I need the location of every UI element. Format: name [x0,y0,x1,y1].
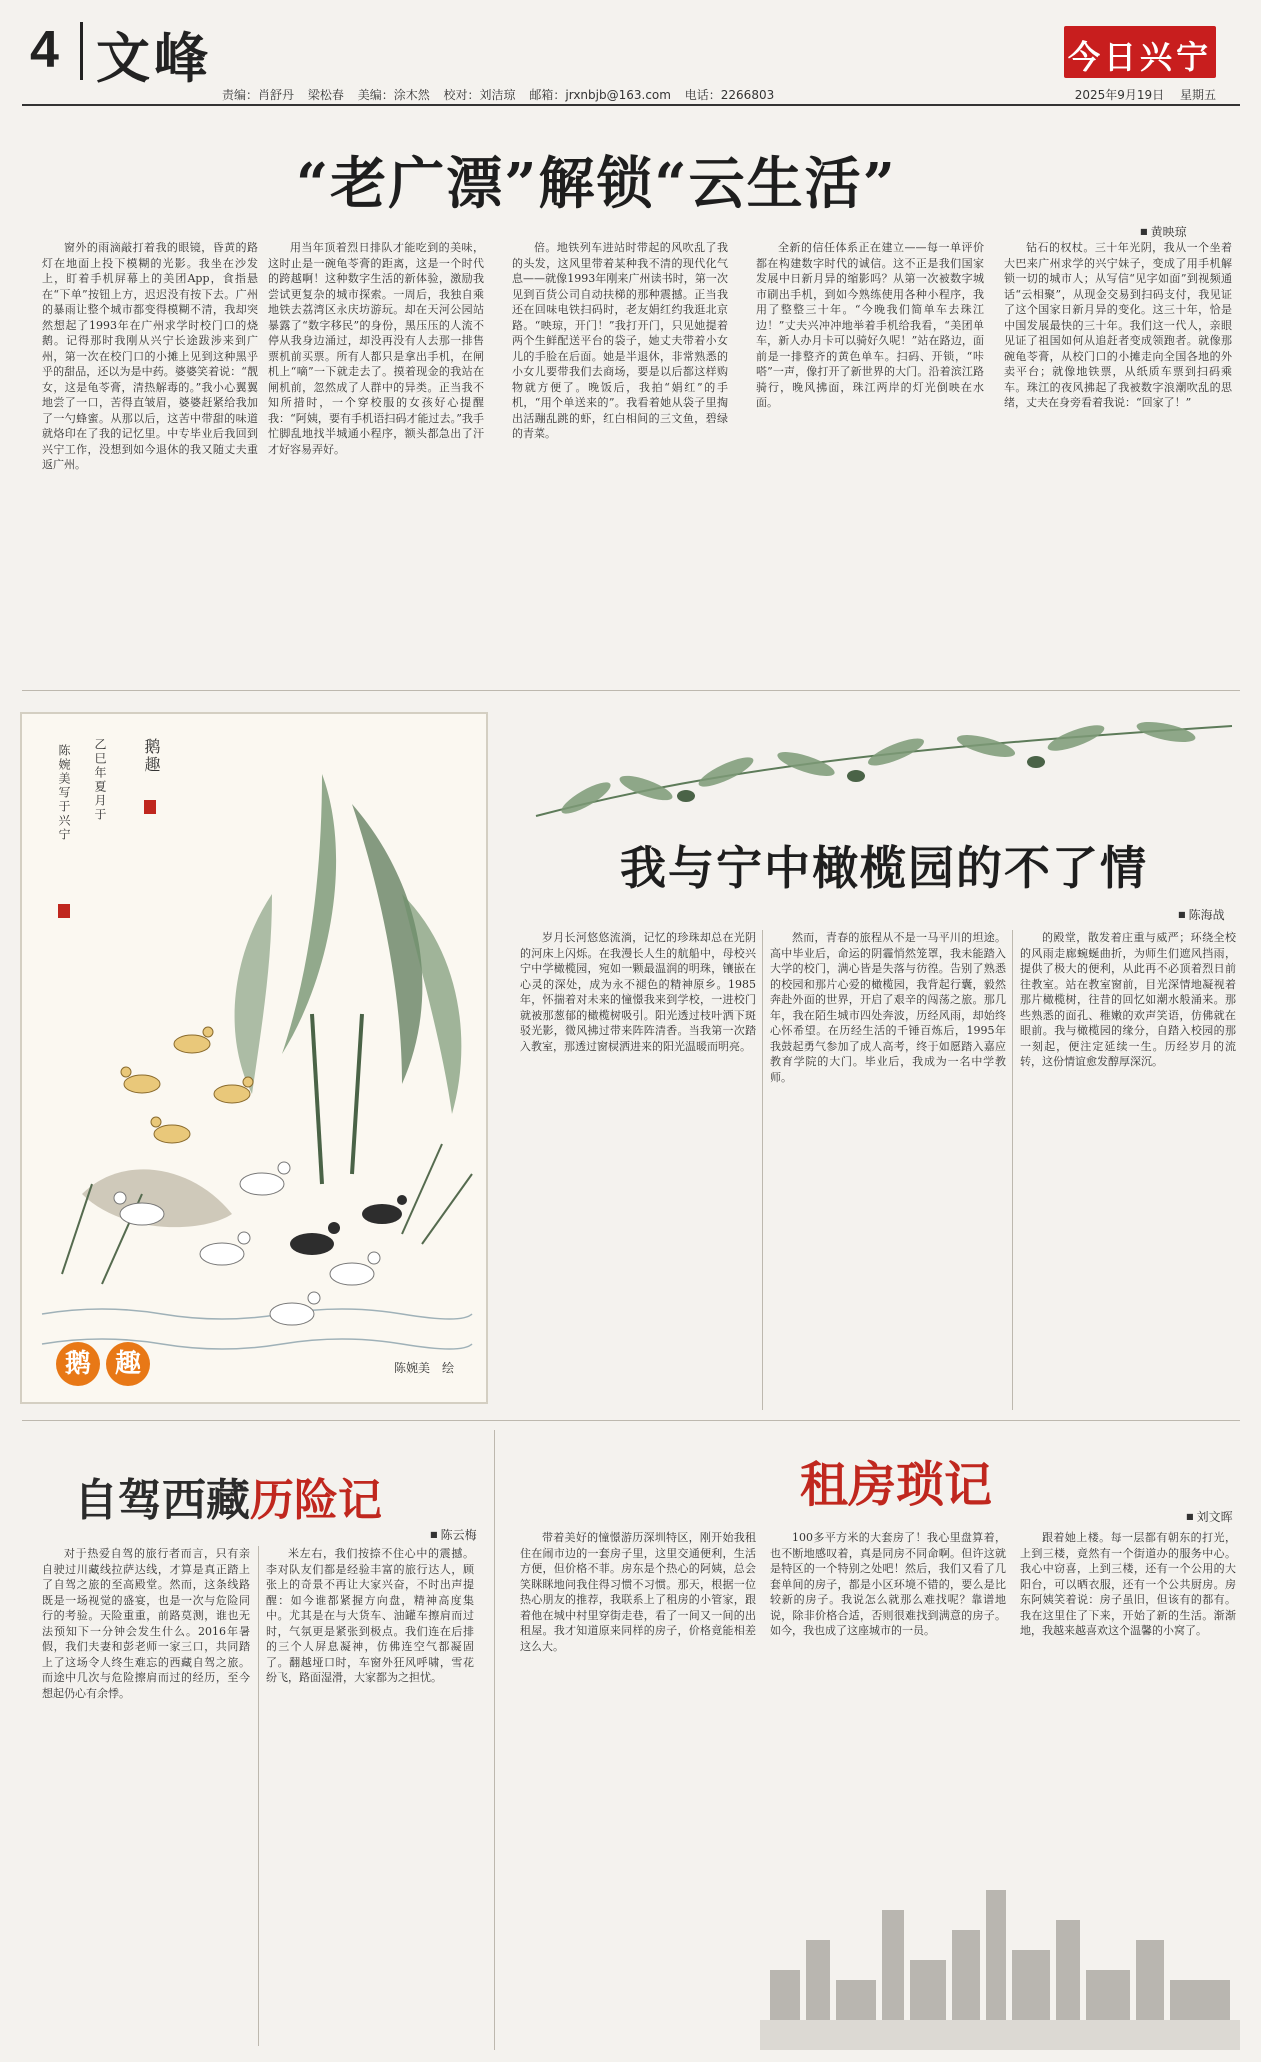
divider-article1 [22,690,1240,691]
page-number-separator [80,22,83,80]
article4-byline: ■ 刘文晖 [1186,1508,1233,1525]
staff-proofreader: 校对：刘洁琼 [443,88,516,102]
painting-signature: 陈婉美写于兴宁 [57,744,71,842]
staff-phone: 电话：2266803 [684,88,775,102]
article2-column-3: 的殿堂，散发着庄重与威严；环绕全校的风雨走廊蜿蜒曲折，为师生们遮风挡雨，提供了极大的便利，从此再不必顶着烈日前往教室。站在教室窗前，目光深情地凝视着那片橄榄树，往昔的回忆如潮水般涌来。那些熟悉的面孔、稚嫩的欢声笑语，仿佛就在眼前。我与橄榄园的缘分，自踏入校园的那一刻起，便注定延续一生。历经岁月的流转，这份情谊愈发醇厚深沉。 [1020,931,1236,1068]
article2-column-divider-1 [762,930,763,1410]
article3-column-divider [258,1546,259,2046]
page-number: 4 [30,21,59,79]
city-skyline-illustration [760,1880,1240,2050]
article1-column-3: 倍。地铁列车进站时带起的风吹乱了我的头发，这风里带着某种我不清的现代化气息——就像1993年刚来广州读书时，第一次见到百货公司自动扶梯的那种震撼。正当我还在回味电铁扫码时，老友娟红约我逛北京路。“映琼，开门！”我打开门，只见她提着两个生鲜配送平台的袋子，她丈夫带着小女儿的手脸在后面。她是半退休，非常熟悉的小女儿要带我们去商场，要是以后都这样购物就方便了。晚饭后，我拍“娟红”的手机，“用个单送来的”。我看着她从袋子里掏出活蹦乱跳的虾，红白相间的三文鱼，碧绿的青菜。 [512,241,728,440]
staff-line [222,86,784,103]
article1-title: “老广漂”解锁“云生活” [296,151,897,217]
olive-branch-decoration [526,706,1242,826]
painting-tag-char-2: 趣 [106,1342,150,1386]
article2-column-1: 岁月长河悠悠流淌，记忆的珍珠却总在光阴的河床上闪烁。在我漫长人生的航船中，母校兴宁中学橄榄园，宛如一颗最温润的明珠，镶嵌在心灵的深处，成为永不褪色的精神原乡。1985年，怀揣着对未来的憧憬我来到学校，一进校门就被那葱郁的橄榄树吸引。阳光透过枝叶洒下斑驳光影，微风拂过带来阵阵清香。当我第一次踏入教室，那透过窗棂洒进来的阳光温暖而明亮。 [520,931,756,1053]
article1-byline: ■ 黄映琼 [1140,223,1187,240]
staff-email[interactable]: 邮箱：jrxnbjb@163.com [529,88,671,102]
newspaper-logo [1064,26,1216,78]
issue-date-line [1063,86,1216,103]
logo-text: 今日兴宁 [1067,38,1212,76]
masthead [22,14,1240,102]
painting-geese [20,712,488,1404]
issue-date: 2025年9月19日 [1074,88,1165,102]
article1-column-4: 全新的信任体系正在建立——每一单评价都在构建数字时代的诚信。这不正是我们国家发展中日新月异的缩影吗？从第一次被数字城市刷出手机，到如今熟练使用各种小程序，我用了整整三十年。“今晚我们简单车去珠江边！”丈夫兴冲冲地举着手机给我看，“美团单车，新人办月卡可以骑好久呢！”站在路边，面前是一排整齐的黄色单车。扫码、开锁，“咔嗒”一声，像打开了新世界的大门。沿着滨江路骑行，晚风拂面，珠江两岸的灯光倒映在水面。 [756,241,984,409]
article1-column-2: 用当年顶着烈日排队才能吃到的美味，这时止是一碗龟苓膏的距离，这是一个时代的跨越啊！这种数字生活的新体验，激励我尝试更复杂的城市探索。一周后，我独自乘地铁去荔湾区永庆坊游玩。却在天河公园站暴露了“数字移民”的身份，黑压压的人流不停从我身边涌过，却没再没有人去那一排售票机前买票。所有人都只是拿出手机，在闸机上“嘀”一下就走去了。摸着现金的我站在闸机前，忽然成了人群中的异类。正当我不知所措时，一个穿校服的女孩好心提醒我：“阿姨，要有手机语扫码才能过去。”我手忙脚乱地找半城通小程序，额头都急出了汗才好容易弄好。 [268,241,484,456]
section-title: 文峰 [96,26,212,90]
article2-title: 我与宁中橄榄园的不了情 [620,841,1148,895]
painting-tag-char-1: 鹅 [56,1342,100,1386]
staff-designer: 美编：涂木然 [357,88,430,102]
article1-column-5: 钻石的权杖。三十年光阴，我从一个坐着大巴来广州求学的兴宁妹子，变成了用手机解锁一切的城市人；从写信“见字如面”到视频通话“云相聚”，从现金交易到扫码支付，我见证了这个国家日新月异的变化。这三十年，恰是中国发展最快的三十年。我们这一代人，亲眼见证了祖国如何从追赶者变成领跑者。就像那碗龟苓膏，从校门口的小摊走向全国各地的外卖平台；就像地铁票，从纸质车票到扫码乘车。珠江的夜风拂起了我被数字浪潮吹乱的思绪，丈夫在身旁看着我说：“回家了！” [1004,241,1232,409]
article3-title-main: 自驾西藏 [74,1475,250,1526]
article1-column-1: 窗外的雨滴敲打着我的眼镜，昏黄的路灯在地面上投下模糊的光影。我坐在沙发上，盯着手机屏幕上的美团App，食指悬在“下单”按钮上方，迟迟没有按下去。广州的暴雨让整个城市都变得模糊不清，我却突然想起了1993年在广州求学时校门口的烧鹅。记得那时我刚从兴宁长途跋涉来到广州，第一次在校门口的小摊上见到这种黑乎乎的甜品，还以为是中药。婆婆笑着说：“靓女，这是龟苓膏，清热解毒的。”我小心翼翼地尝了一口，苦得直皱眉，婆婆赶紧给我加了一勺蜂蜜。从那以后，这苦中带甜的味道就烙印在了我的记忆里。中专毕业后我回到兴宁工作，没想到如今退休的我又随丈夫重返广州。 [42,241,258,471]
article4-column-2: 100多平方米的大套房了！我心里盘算着，也不断地感叹着，真是同房不同命啊。但许这就是特区的一个特别之处吧！然后，我们又看了几套单间的房子，都是小区环境不错的，要么是比较新的房子。我说怎么就那么难找呢？靠谱地说，除非价格合适，否则很难找到满意的房子。如今，我也成了这座城市的一员。 [770,1531,1006,1637]
staff-editor-2: 梁松春 [307,88,344,102]
article2-byline: ■ 陈海战 [1178,906,1225,923]
article4-title: 租房琐记 [800,1457,993,1513]
article3-article4-divider [494,1430,495,2050]
article4-column-1: 带着美好的憧憬游历深圳特区，刚开始我租住在闹市边的一套房子里，这里交通便利，生活方便，但价格不菲。房东是个热心的阿姨，总会笑眯眯地问我住得习惯不习惯。那天，根据一位热心朋友的推荐，我联系上了租房的小管家，跟着他在城中村里穿街走巷，看了一间又一间的出租屋。我才知道原来同样的房子，价格竟能相差这么大。 [520,1531,756,1653]
article3-column-1: 对于热爱自驾的旅行者而言，只有亲自驶过川藏线拉萨达线，才算是真正踏上了自驾之旅的至高殿堂。然而，这条线路既是一场视觉的盛宴，也是一次与危险同行的考验。天险重重，前路莫测，谁也无法预知下一分钟会发生什么。2016年暑假，我们夫妻和彭老师一家三口，共同踏上了这场令人终生难忘的西藏自驾之旅。而途中几次与危险擦肩而过的经历，至今想起仍心有余悸。 [42,1547,250,1700]
issue-weekday: 星期五 [1179,88,1216,102]
article2-column-divider-2 [1012,930,1013,1410]
divider-article2 [22,1420,1240,1421]
staff-editor: 责编：肖舒丹 [222,88,295,102]
article3-title [74,1464,382,1528]
masthead-rule [22,104,1240,106]
article2-column-2: 然而，青春的旅程从不是一马平川的坦途。高中毕业后，命运的阴霾悄然笼罩，我未能踏入大学的校门，满心皆是失落与彷徨。告别了熟悉的校园和那片心爱的橄榄园，我背起行囊，毅然奔赴外面的世界，开启了艰辛的闯荡之旅。那几年，我在陌生城市四处奔波，历经风雨，却始终心怀希望。在历经生活的千锤百炼后，1995年我鼓起勇气参加了成人高考，终于如愿踏入嘉应教育学院的大门。毕业后，我成为一名中学教师。 [770,931,1006,1084]
painting-tag [56,1342,150,1386]
painting-credit: 陈婉美 绘 [393,1361,454,1375]
article3-byline: ■ 陈云梅 [430,1526,477,1543]
painting-title-calligraphy: 鹅趣 [142,738,161,774]
painting-inscription: 乙巳年夏月于 [93,738,107,822]
article3-title-accent: 历险记 [250,1475,382,1526]
article4-column-3: 跟着她上楼。每一层都有朝东的打光，上到三楼，竟然有一个街道办的服务中心。我心中窃喜，上到三楼，还有一个公用的大阳台，可以晒衣服，还有一个公共厨房。房东阿姨笑着说：房子虽旧，但该有的都有。我在这里住了下来，开始了新的生活。渐渐地，我越来越喜欢这个温馨的小窝了。 [1020,1531,1236,1637]
article3-column-2: 米左右，我们按捺不住心中的震撼。李对队友们都是经验丰富的旅行达人，顾张上的奇景不再让大家兴奋，不时出声提醒：如今谁都紧握方向盘，精神高度集中。尤其是在与大货车、油罐车擦肩而过时，气氛更是紧张到极点。我们连在后排的三个人屏息凝神，仿佛连空气都凝固了。翻越垭口时，车窗外狂风呼啸，雪花纷飞，路面湿滑，大家都为之担忧。 [266,1547,474,1684]
